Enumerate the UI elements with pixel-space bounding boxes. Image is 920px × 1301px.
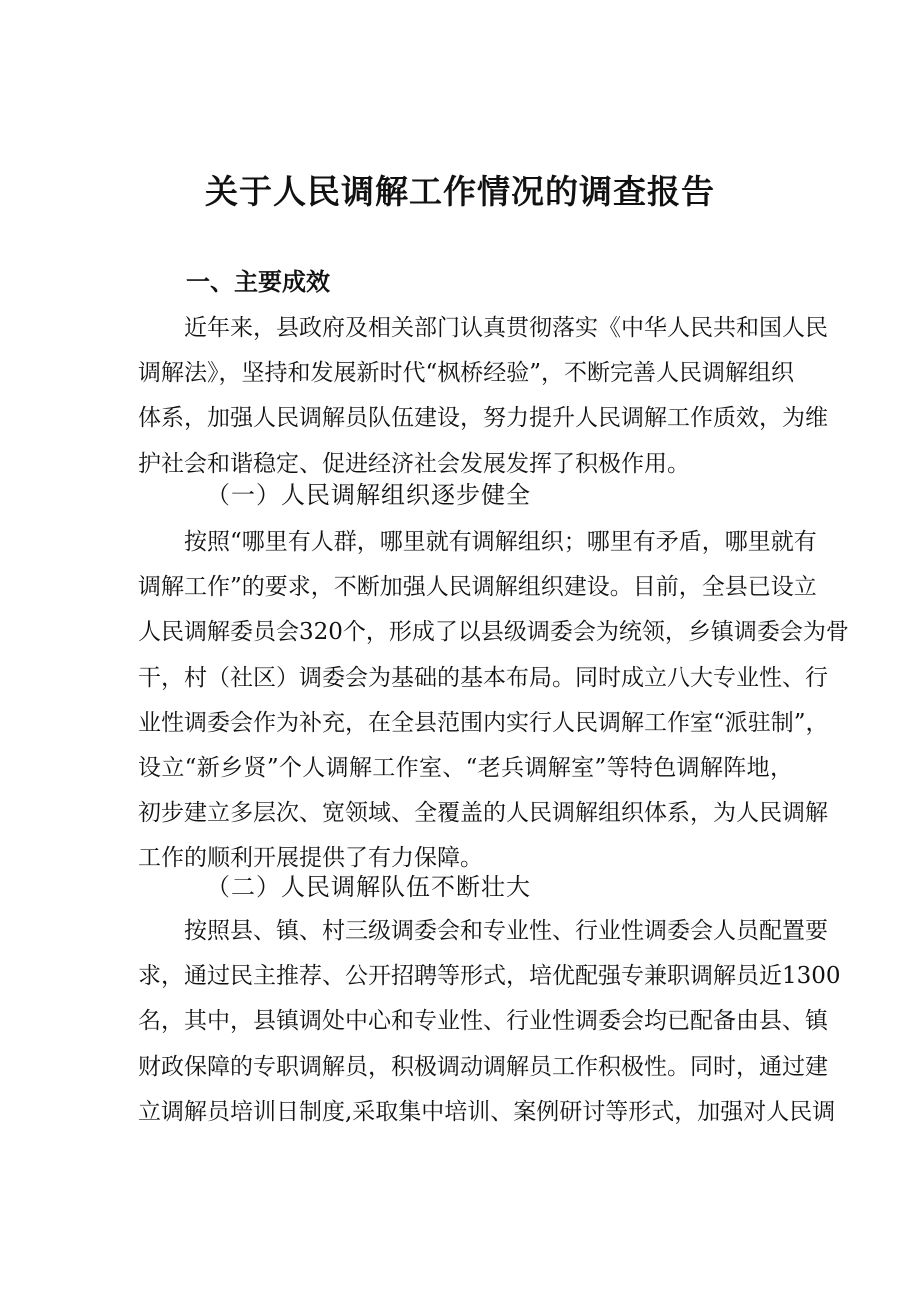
paragraph-line: 名，其中，县镇调处中心和专业性、行业性调委会均已配备由县、镇 [138, 1008, 828, 1035]
paragraph-line: 初步建立多层次、宽领域、全覆盖的人民调解组织体系，为人民调解 [138, 800, 828, 827]
paragraph-line: 调解工作”的要求，不断加强人民调解组织建设。目前，全县已设立 [138, 574, 817, 601]
paragraph-line: 工作的顺利开展提供了有力保障。 [138, 845, 483, 872]
team-paragraph [138, 909, 841, 1135]
paragraph-line: 干，村（社区）调委会为基础的基本布局。同时成立八大专业性、行 [138, 664, 828, 691]
intro-paragraph [138, 306, 828, 487]
paragraph-line: 求，通过民主推荐、公开招聘等形式，培优配强专兼职调解员近1300 [138, 963, 841, 990]
subsection-heading-team: （二）人民调解队伍不断壮大 [206, 873, 531, 901]
organization-paragraph [138, 520, 849, 882]
paragraph-line: 人民调解委员会320个，形成了以县级调委会为统领，乡镇调委会为骨 [138, 619, 849, 646]
paragraph-line: 按照“哪里有人群，哪里就有调解组织；哪里有矛盾，哪里就有 [184, 529, 817, 555]
paragraph-line: 调解法》，坚持和发展新时代“枫桥经验”，不断完善人民调解组织 [138, 360, 795, 387]
paragraph-line: 近年来，县政府及相关部门认真贯彻落实《中华人民共和国人民 [184, 315, 828, 341]
paragraph-line: 财政保障的专职调解员，积极调动调解员工作积极性。同时，通过建 [138, 1053, 828, 1080]
document-title: 关于人民调解工作情况的调查报告 [205, 172, 715, 211]
paragraph-line: 设立“新乡贤”个人调解工作室、“老兵调解室”等特色调解阵地， [138, 755, 793, 782]
section-heading-main-results: 一、主要成效 [186, 268, 330, 296]
paragraph-line: 护社会和谐稳定、促进经济社会发展发挥了积极作用。 [138, 450, 690, 477]
paragraph-line: 立调解员培训日制度,采取集中培训、案例研讨等形式，加强对人民调 [138, 1098, 836, 1125]
paragraph-line: 体系，加强人民调解员队伍建设，努力提升人民调解工作质效，为维 [138, 405, 828, 432]
subsection-heading-organization: （一）人民调解组织逐步健全 [206, 481, 531, 509]
paragraph-line: 按照县、镇、村三级调委会和专业性、行业性调委会人员配置要 [184, 918, 828, 944]
paragraph-line: 业性调委会作为补充，在全县范围内实行人民调解工作室“派驻制”， [138, 709, 829, 736]
